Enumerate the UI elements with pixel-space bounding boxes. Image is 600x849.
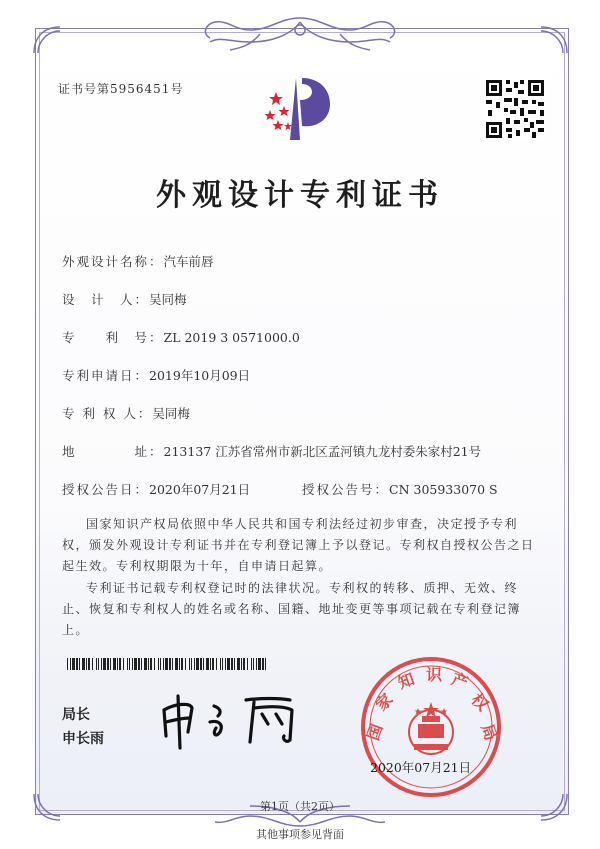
barcode-bar	[251, 658, 252, 670]
barcode-bar	[101, 658, 102, 670]
patentee-label: 专 利 权 人：	[62, 406, 153, 421]
barcode-bar	[98, 658, 99, 670]
seal-char-4: 识	[425, 665, 443, 684]
patentee-row	[62, 404, 190, 422]
design-name-value: 汽车前唇	[163, 254, 214, 269]
barcode-bar	[225, 658, 226, 670]
barcode-bar	[119, 658, 121, 670]
designer-label: 设 计 人：	[62, 292, 150, 307]
barcode-bar	[172, 658, 173, 670]
address-row	[62, 442, 481, 460]
barcode-bar	[265, 658, 266, 670]
top-ornament	[190, 12, 410, 60]
barcode-bar	[160, 658, 161, 670]
barcode-bar	[179, 658, 180, 670]
director-title: 局长	[62, 707, 90, 723]
barcode-bar	[76, 658, 78, 670]
qr-code-icon	[484, 78, 546, 140]
barcode-bar	[88, 658, 90, 670]
cnipa-logo-icon	[256, 70, 336, 150]
barcode-bar	[96, 658, 97, 670]
barcode-bar	[154, 658, 155, 670]
grant-date-row	[62, 480, 250, 498]
seal-date: 2020年07月21日	[370, 760, 472, 775]
barcode-bar	[200, 658, 202, 670]
footer-note: 其他事项参见背面	[256, 828, 344, 841]
barcode-bar	[241, 658, 242, 670]
seal-char-1: 国	[363, 721, 387, 743]
barcode-bar	[110, 658, 111, 670]
filing-date-value: 2019年10月09日	[149, 368, 251, 383]
barcode-bar	[234, 658, 235, 670]
barcode-bar	[216, 658, 217, 670]
address-label: 地 址：	[62, 444, 164, 459]
barcode-bar	[158, 658, 159, 670]
seal-char-2: 家	[371, 689, 397, 715]
barcode-bar	[237, 658, 240, 670]
page-number: 第1页（共2页）	[260, 800, 340, 813]
barcode-bar	[163, 658, 164, 670]
barcode-bar	[72, 658, 75, 670]
grant-date-value: 2020年07月21日	[149, 482, 251, 497]
designer-row	[62, 290, 187, 308]
barcode-bar	[70, 658, 71, 670]
barcode-bar	[165, 658, 168, 670]
barcode-bar	[127, 658, 128, 670]
barcode-bar	[123, 658, 124, 670]
grant-number-label: 授权公告号：	[302, 482, 390, 497]
director-name: 申长雨	[62, 731, 104, 747]
barcode-bar	[212, 658, 214, 670]
barcode-bar	[206, 658, 209, 670]
barcode-bar	[132, 658, 133, 670]
barcode-bar	[117, 658, 118, 670]
barcode-bar	[247, 658, 248, 670]
corner-ornament-tl	[30, 23, 64, 57]
barcode-bar	[262, 658, 264, 670]
barcode	[67, 658, 267, 670]
barcode-bar	[107, 658, 109, 670]
barcode-bar	[253, 658, 254, 670]
barcode-bar	[86, 658, 87, 670]
official-seal	[356, 652, 506, 802]
patentee-value: 吴同梅	[152, 406, 190, 421]
barcode-bar	[79, 658, 80, 670]
barcode-bar	[194, 658, 195, 670]
barcode-bar	[220, 658, 221, 670]
filing-date-row	[62, 366, 250, 384]
certificate-number: 证书号第5956451号	[58, 82, 184, 96]
seal-char-3: 知	[395, 669, 417, 693]
design-name-row	[62, 252, 214, 270]
seal-char-5: 产	[449, 669, 471, 693]
grant-number-value: CN 305933070 S	[389, 482, 498, 497]
barcode-bar	[175, 658, 178, 670]
patent-number-label: 专 利 号：	[62, 330, 164, 345]
grant-date-label: 授权公告日：	[62, 482, 150, 497]
barcode-bar	[222, 658, 223, 670]
body-paragraph-1: 国家知识产权局依照中华人民共和国专利法经过初步审查，决定授予专利权，颁发外观设计专利证书并在专利登记簿上予以登记。专利权自授权公告之日起生效。专利权期限为十年，自申请日起算。	[62, 517, 535, 573]
barcode-bar	[203, 658, 204, 670]
patent-number-row	[62, 328, 300, 346]
seal-char-6: 权	[467, 689, 493, 715]
barcode-bar	[256, 658, 257, 670]
barcode-bar	[243, 658, 245, 670]
barcode-bar	[169, 658, 171, 670]
barcode-bar	[227, 658, 230, 670]
barcode-bar	[103, 658, 106, 670]
body-paragraph-2: 专利证书记载专利权登记时的法律状况。专利权的转移、质押、无效、终止、恢复和专利权人的姓名或名称、国籍、地址变更等事项记载在专利登记簿上。	[62, 581, 522, 637]
barcode-bar	[129, 658, 130, 670]
grant-number-row	[302, 480, 498, 498]
barcode-bar	[181, 658, 183, 670]
barcode-bar	[92, 658, 93, 670]
barcode-bar	[134, 658, 137, 670]
director-signature	[150, 688, 330, 752]
design-name-label: 外观设计名称：	[62, 254, 164, 269]
certificate-title: 外观设计专利证书	[156, 178, 444, 213]
barcode-bar	[113, 658, 116, 670]
address-value: 213137 江苏省常州市新北区孟河镇九龙村委朱家村21号	[163, 444, 482, 459]
barcode-bar	[148, 658, 149, 670]
patent-number-value: ZL 2019 3 0571000.0	[163, 330, 300, 345]
seal-char-7: 局	[477, 721, 501, 743]
barcode-bar	[210, 658, 211, 670]
filing-date-label: 专利申请日：	[62, 368, 150, 383]
barcode-bar	[231, 658, 233, 670]
barcode-bar	[189, 658, 190, 670]
barcode-bar	[144, 658, 147, 670]
barcode-bar	[138, 658, 140, 670]
barcode-bar	[258, 658, 261, 670]
barcode-bar	[196, 658, 199, 670]
barcode-bar	[67, 658, 68, 670]
barcode-bar	[191, 658, 192, 670]
barcode-bar	[141, 658, 142, 670]
corner-ornament-tr	[537, 23, 571, 57]
barcode-bar	[185, 658, 186, 670]
barcode-bar	[82, 658, 85, 670]
designer-value: 吴同梅	[149, 292, 187, 307]
barcode-bar	[150, 658, 152, 670]
